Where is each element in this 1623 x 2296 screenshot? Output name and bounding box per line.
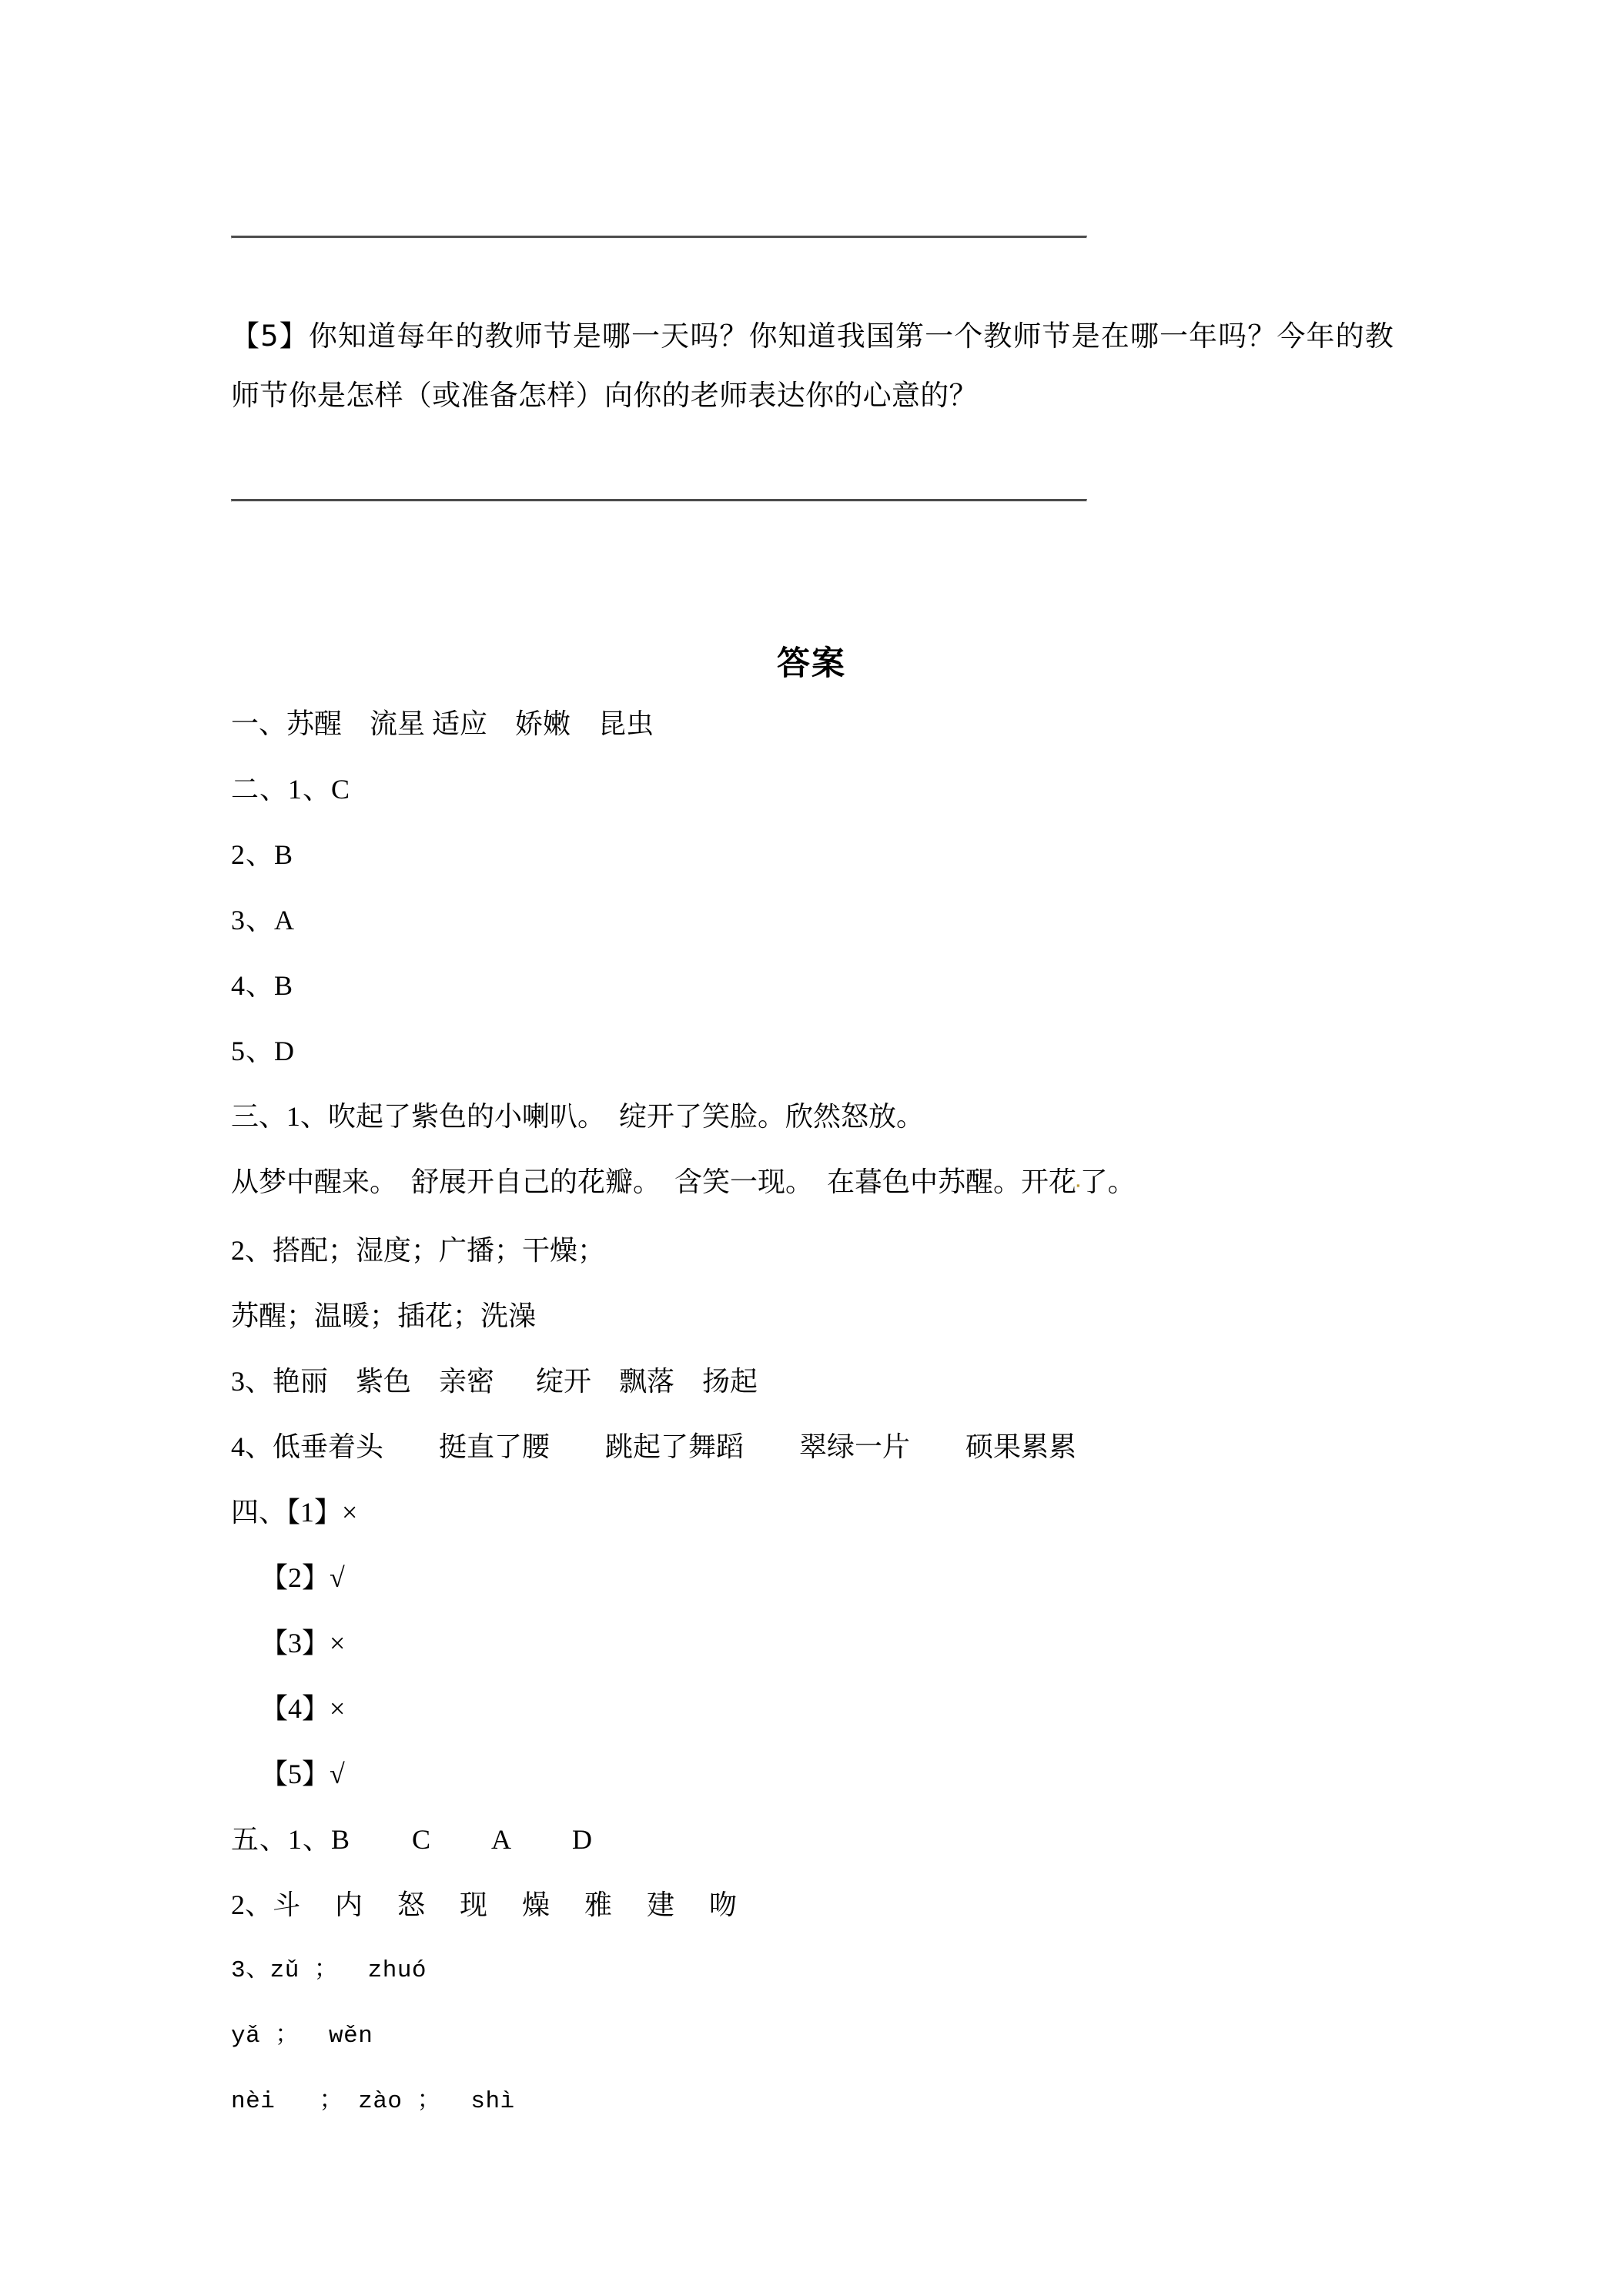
answer-line-sec-2-1: 二、1、C xyxy=(231,774,351,805)
scan-artifact-speck: ▪ xyxy=(1076,1180,1080,1191)
answer-line-sec-5-3c: nèi ； zào ； shì xyxy=(231,2088,515,2115)
answer-line-sec-3-2b: 苏醒；温暖；插花；洗澡 xyxy=(231,1300,537,1331)
answer-line-sec-5-2: 2、斗 内 怒 现 燥 雅 建 吻 xyxy=(231,1889,738,1920)
answer-line-sec-1: 一、苏醒 流星 适应 娇嫩 昆虫 xyxy=(231,708,654,739)
answer-key-body xyxy=(231,691,1555,2134)
answer-line-sec-3-2a: 2、搭配；湿度；广播；干燥； xyxy=(231,1235,606,1266)
answer-line-sec-4-5: 【5】√ xyxy=(260,1759,345,1789)
answer-line-sec-2-5: 5、D xyxy=(231,1036,295,1066)
answer-line-sec-4-4: 【4】× xyxy=(260,1693,346,1724)
answer-line-sec-2-2: 2、B xyxy=(231,839,294,870)
question-5-text: 【5】你知道每年的教师节是哪一天吗？你知道我国第一个教师节是在哪一年吗？今年的教师节你是怎样（或准备怎样）向你的老师表达你的心意的？ xyxy=(231,320,1394,412)
answer-line-sec-4-3: 【3】× xyxy=(260,1628,346,1658)
answer-line-sec-3-1a: 三、1、吹起了紫色的小喇叭。 绽开了笑脸。欣然怒放。 xyxy=(231,1101,925,1132)
answer-line-sec-3-4: 4、低垂着头 挺直了腰 跳起了舞蹈 翠绿一片 硕果累累 xyxy=(231,1431,1077,1462)
answer-line-sec-5-1: 五、1、B C A D xyxy=(231,1824,594,1855)
answer-line-sec-3-1b: 从梦中醒来。 舒展开自己的花瓣。 含笑一现。 在暮色中苏醒。开花▪了。 xyxy=(231,1166,1136,1197)
answer-line-sec-5-3a: 3、zǔ ； zhuó xyxy=(231,1957,427,1984)
answer-line-sec-4-1: 四、【1】× xyxy=(231,1497,358,1528)
answer-line-sec-5-3b: yǎ ； wěn xyxy=(231,2023,373,2050)
answer-blank-rule-bottom xyxy=(231,499,1087,502)
answer-line-sec-2-3: 3、A xyxy=(231,905,295,935)
answer-key-title: 答案 xyxy=(777,644,846,683)
answer-line-sec-3-3: 3、艳丽 紫色 亲密 绽开 飘落 扬起 xyxy=(231,1366,758,1397)
answer-line-sec-4-2: 【2】√ xyxy=(260,1562,345,1593)
answer-line-sec-2-4: 4、B xyxy=(231,970,294,1001)
answer-blank-rule-top xyxy=(231,236,1087,239)
